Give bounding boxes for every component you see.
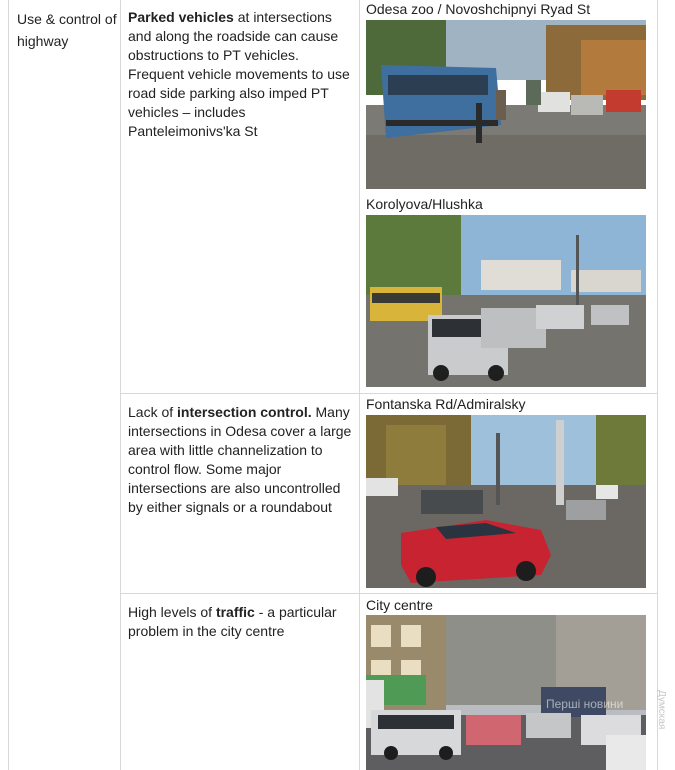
photo-tram-intersection xyxy=(366,20,646,189)
issue-prefix: Lack of xyxy=(128,404,178,420)
issue-keyword: Parked vehicles xyxy=(128,9,234,25)
issue-keyword: intersection control. xyxy=(177,404,312,420)
row-divider-2 xyxy=(120,593,658,594)
watermark-text: Перші новини xyxy=(546,697,624,711)
column-divider-2 xyxy=(359,0,360,770)
issue-text: - a particular problem in the city centre xyxy=(128,604,337,639)
photo-city-centre xyxy=(366,615,646,770)
photo-caption-zoo: Odesa zoo / Novoshchipnyi Ryad St xyxy=(366,1,591,17)
photo-korolyova-intersection xyxy=(366,215,646,387)
table-border-left xyxy=(8,0,9,770)
issue-keyword: traffic xyxy=(215,604,255,620)
photo-fontanska-intersection xyxy=(366,415,646,588)
issue-text: Many intersections in Odesa cover a large area with little channelization to control flow. Some major intersections are also uncontrolled by either signals or a roundabout xyxy=(128,404,352,515)
column-divider-1 xyxy=(120,0,121,770)
photo-caption-fontanska: Fontanska Rd/Admiralsky xyxy=(366,396,526,412)
issue-intersection-control xyxy=(128,403,353,517)
issue-parked-vehicles xyxy=(128,8,353,141)
issue-prefix: High levels of xyxy=(128,604,216,620)
category-cell: Use & control of highway xyxy=(17,11,117,49)
issue-text: at intersections and along the roadside can cause obstructions to PT vehicles. Frequent vehicle movements to use road side parking also imped PT vehicles – includes Panteleimonivs'ka St xyxy=(128,9,350,139)
issue-traffic xyxy=(128,603,353,641)
photo-caption-city-centre: City centre xyxy=(366,597,433,613)
table-border-right xyxy=(657,0,658,770)
photo-caption-korolyova: Korolyova/Hlushka xyxy=(366,196,483,212)
row-divider-1 xyxy=(120,393,658,394)
side-watermark: Думская xyxy=(656,690,667,730)
